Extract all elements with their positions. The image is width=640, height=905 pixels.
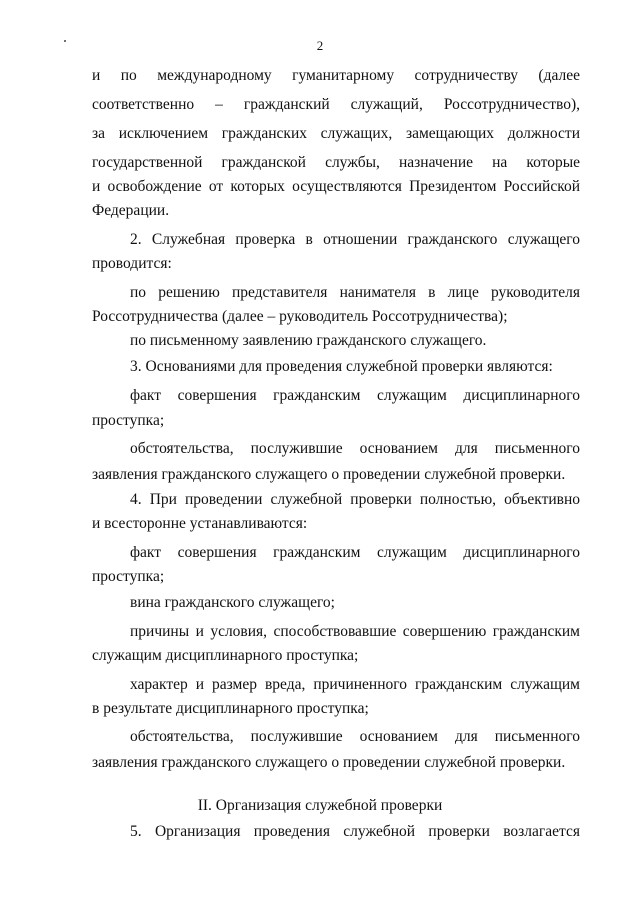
text-line: государственной гражданской службы, назначение на которые (92, 154, 580, 171)
text-line: по решению представителя нанимателя в лице руководителя (130, 284, 580, 301)
text-line: характер и размер вреда, причиненного гражданским служащим (130, 676, 580, 693)
text-line: заявления гражданского служащего о проведении служебной проверки. (92, 754, 566, 771)
text-line: и всесторонне устанавливаются: (92, 515, 308, 532)
text-line: в результате дисциплинарного проступка; (92, 700, 369, 717)
text-line: по письменному заявлению гражданского служащего. (130, 332, 487, 349)
text-line: факт совершения гражданским служащим дисциплинарного (130, 544, 580, 561)
text-line: заявления гражданского служащего о проведении служебной проверки. (92, 466, 566, 483)
paragraph-3-start: 3. Основаниями для проведения служебной проверки являются: (130, 358, 553, 375)
section-heading: II. Организация служебной проверки (197, 797, 443, 814)
text-line: вина гражданского служащего; (130, 594, 335, 611)
paragraph-2-start: 2. Служебная проверка в отношении гражданского служащего (130, 231, 580, 248)
paragraph-4-start: 4. При проведении служебной проверки полностью, объективно (130, 491, 580, 508)
text-line: Федерации. (92, 202, 170, 219)
text-line: соответственно – гражданский служащий, Россотрудничество), (92, 96, 580, 113)
text-line: обстоятельства, послужившие основанием для письменного (130, 728, 580, 745)
text-line: проводится: (92, 255, 172, 272)
text-line: и освобождение от которых осуществляются Президентом Российской (92, 178, 580, 195)
text-line: проступка; (92, 412, 165, 429)
text-line: Россотрудничества (далее – руководитель Россотрудничества); (92, 308, 508, 325)
text-line: за исключением гражданских служащих, замещающих должности (92, 125, 580, 142)
text-line: проступка; (92, 568, 165, 585)
text-line: причины и условия, способствовавшие совершению гражданским (130, 623, 580, 640)
text-line: и по международному гуманитарному сотрудничеству (далее (92, 67, 580, 84)
text-line: обстоятельства, послужившие основанием для письменного (130, 440, 580, 457)
page-number: 2 (316, 38, 324, 53)
text-line: служащим дисциплинарного проступка; (92, 647, 359, 664)
text-line: факт совершения гражданским служащим дисциплинарного (130, 387, 580, 404)
paragraph-5-start: 5. Организация проведения служебной проверки возлагается (130, 823, 580, 840)
